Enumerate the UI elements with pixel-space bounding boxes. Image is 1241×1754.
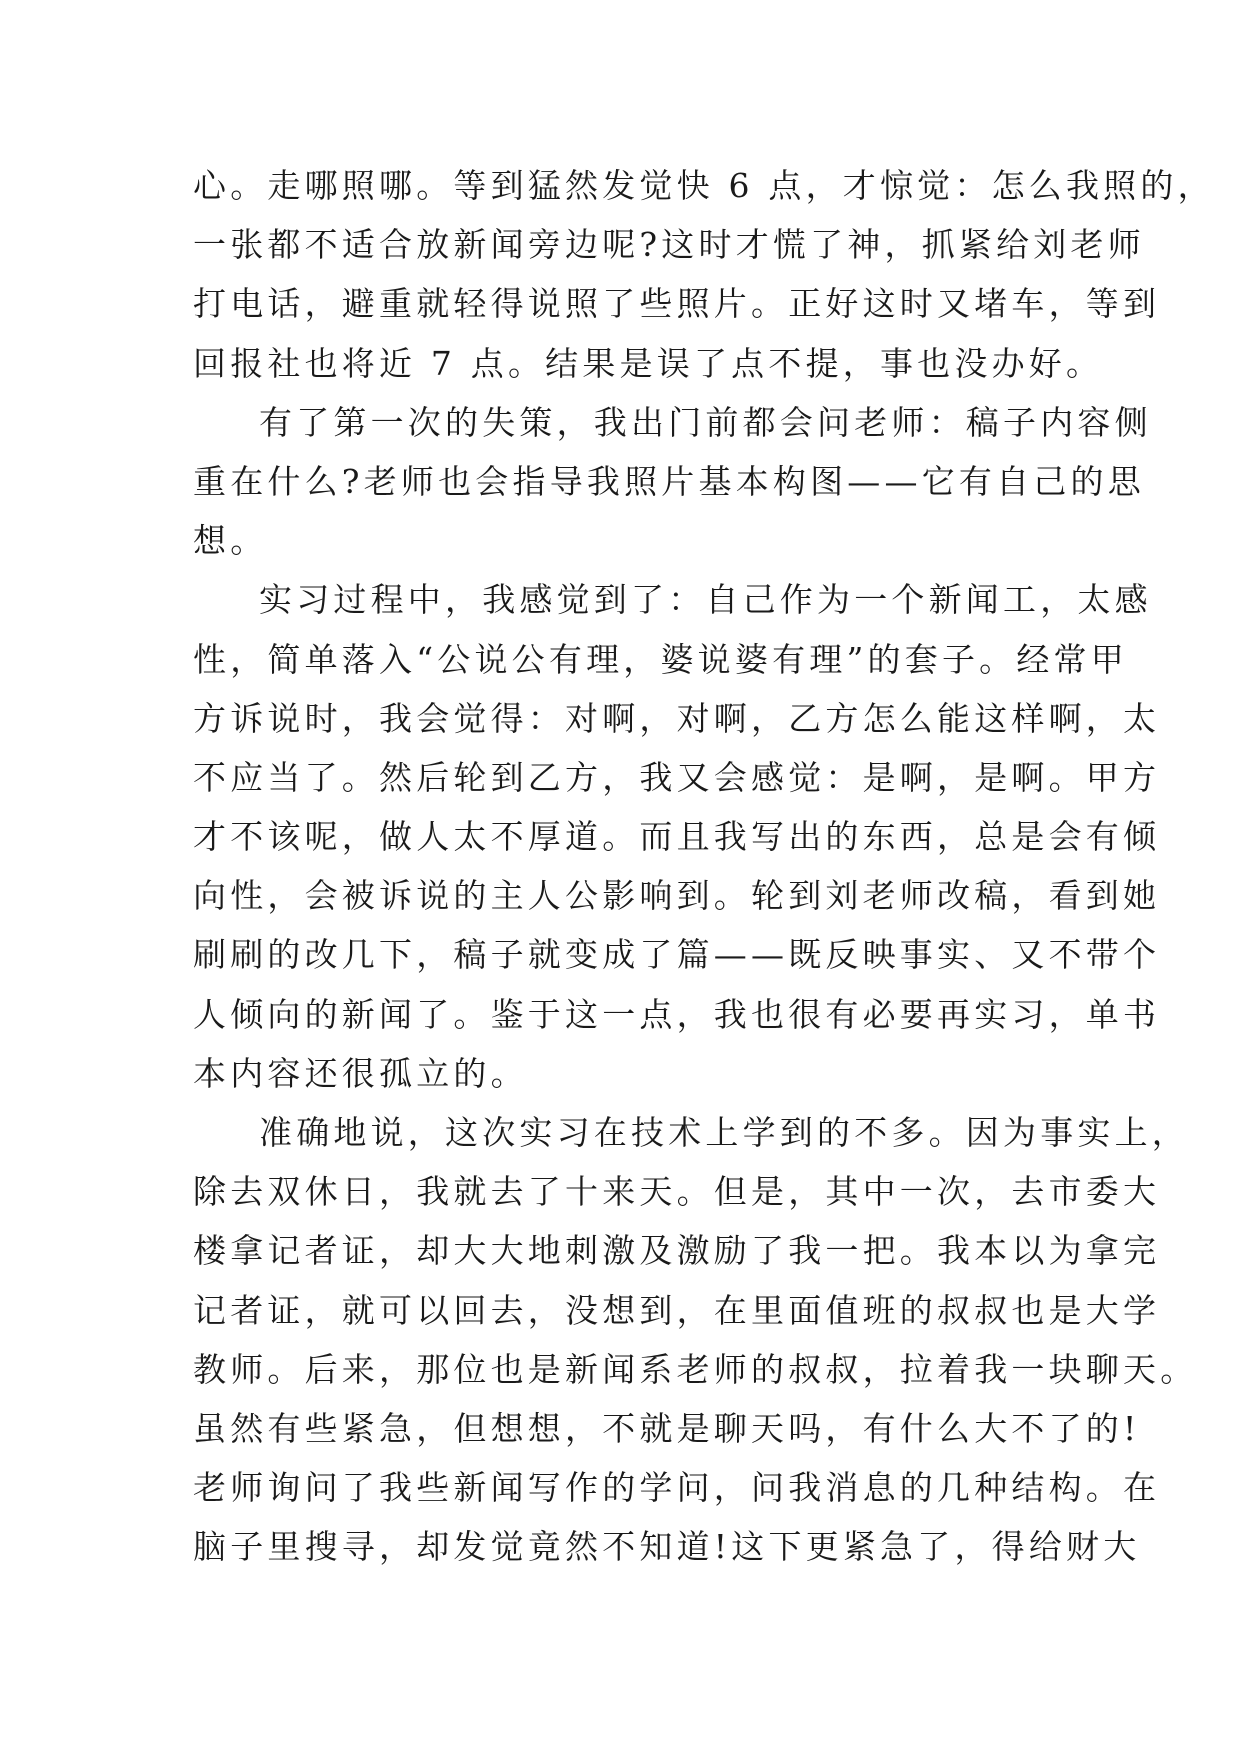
text-line: 一张都不适合放新闻旁边呢?这时才慌了神，抓紧给刘老师 xyxy=(193,225,1145,265)
text-line: 教师。后来，那位也是新闻系老师的叔叔，拉着我一块聊天。 xyxy=(193,1349,1198,1389)
text-line: 刷刷的改几下，稿子就变成了篇——既反映事实、又不带个 xyxy=(193,935,1161,975)
text-line: 打电话，避重就轻得说照了些照片。正好这时又堵车，等到 xyxy=(193,284,1161,324)
text-line: 人倾向的新闻了。鉴于这一点，我也很有必要再实习，单书 xyxy=(193,994,1161,1034)
text-line: 方诉说时，我会觉得：对啊，对啊，乙方怎么能这样啊，太 xyxy=(193,698,1161,738)
text-line: 脑子里搜寻，却发觉竟然不知道!这下更紧急了，得给财大 xyxy=(193,1527,1141,1567)
text-line: 才不该呢，做人太不厚道。而且我写出的东西，总是会有倾 xyxy=(193,817,1161,857)
text-line: 性，简单落入“公说公有理，婆说婆有理”的套子。经常甲 xyxy=(193,639,1128,679)
text-line: 回报社也将近 7 点。结果是误了点不提，事也没办好。 xyxy=(193,343,1104,383)
text-line: 想。 xyxy=(193,521,268,561)
paragraph-first-line: 实习过程中，我感觉到了：自己作为一个新闻工，太感 xyxy=(259,580,1152,620)
text-line: 心。走哪照哪。等到猛然发觉快 6 点，才惊觉：怎么我照的， xyxy=(193,166,1215,205)
paragraph-first-line: 准确地说，这次实习在技术上学到的不多。因为事实上， xyxy=(259,1113,1189,1152)
text-line: 记者证，就可以回去，没想到，在里面值班的叔叔也是大学 xyxy=(193,1290,1161,1330)
text-line: 本内容还很孤立的。 xyxy=(193,1053,528,1093)
text-line: 虽然有些紧急，但想想，不就是聊天吗，有什么大不了的! xyxy=(193,1408,1141,1448)
paragraph-first-line: 有了第一次的失策，我出门前都会问老师：稿子内容侧 xyxy=(259,402,1152,442)
body-text xyxy=(193,156,1215,1577)
text-line: 老师询问了我些新闻写作的学问，问我消息的几种结构。在 xyxy=(193,1468,1161,1508)
text-line: 向性，会被诉说的主人公影响到。轮到刘老师改稿，看到她 xyxy=(193,876,1161,916)
text-line: 不应当了。然后轮到乙方，我又会感觉：是啊，是啊。甲方 xyxy=(193,757,1161,797)
text-line: 重在什么?老师也会指导我照片基本构图——它有自己的思 xyxy=(193,461,1145,501)
text-line: 楼拿记者证，却大大地刺激及激励了我一把。我本以为拿完 xyxy=(193,1231,1161,1271)
text-line: 除去双休日，我就去了十来天。但是，其中一次，去市委大 xyxy=(193,1172,1161,1212)
